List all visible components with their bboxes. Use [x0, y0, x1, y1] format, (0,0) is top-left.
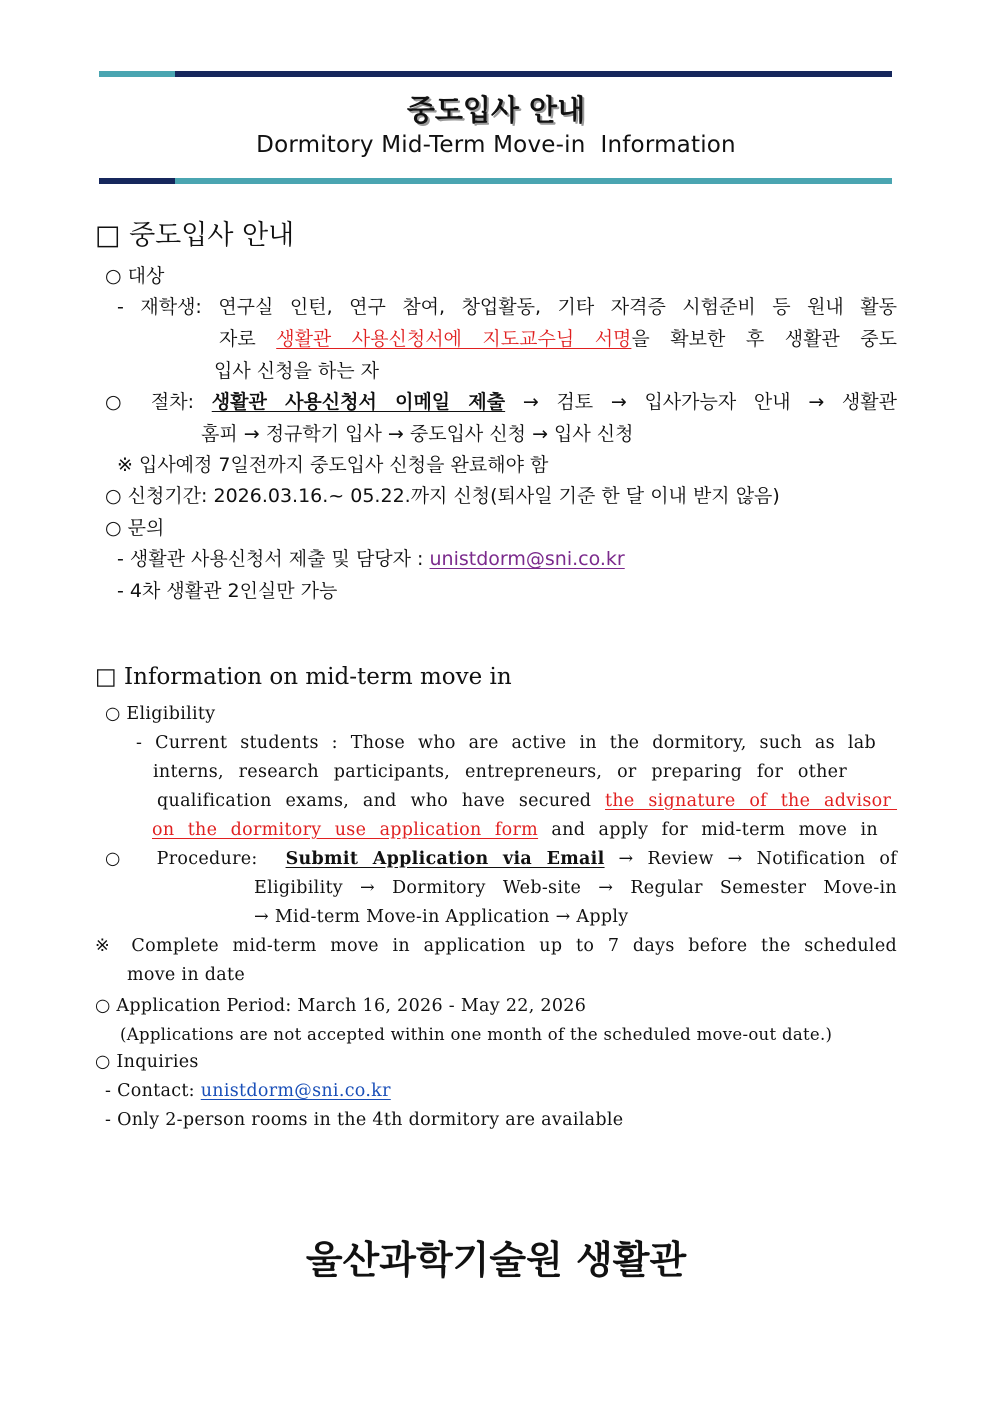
- ko-rooms-note: - 4차 생활관 2인실만 가능: [117, 580, 338, 602]
- en-procedure-line-1-post: → Review → Notification of: [604, 849, 898, 869]
- ko-target-line-2-pre: 자로: [219, 328, 277, 350]
- ko-target-line-2: [219, 330, 897, 349]
- ko-contact-line: [117, 550, 625, 569]
- en-procedure-email-step: Submit Application via Email: [285, 849, 605, 869]
- page-title-korean: 중도입사 안내: [406, 93, 586, 127]
- ko-note: ※ 입사예정 7일전까지 중도입사 신청을 완료해야 함: [117, 454, 549, 476]
- ko-target-line-1: - 재학생: 연구실 인턴, 연구 참여, 창업활동, 기타 자격증 시험준비 등 원내 활동: [117, 296, 897, 318]
- ko-procedure-line-1-post: → 검토 → 입사가능자 안내 → 생활관: [505, 391, 897, 413]
- ko-application-period: ○ 신청기간: 2026.03.16.~ 05.22.까지 신청(퇴사일 기준 한 달 이내 받지 않음): [105, 485, 780, 507]
- en-procedure-line-2: Eligibility → Dormitory Web-site → Regular Semester Move-in: [254, 878, 897, 898]
- en-application-period-note: (Applications are not accepted within one month of the scheduled move-out date.): [120, 1025, 833, 1044]
- page-title-english: Dormitory Mid-Term Move-in Information: [256, 132, 736, 158]
- en-eligibility-line-1: - Current students : Those who are active in the dormitory, such as lab: [136, 733, 876, 753]
- en-application-period: ○ Application Period: March 16, 2026 - May 22, 2026: [95, 996, 587, 1016]
- en-note-line-2: move in date: [127, 965, 245, 985]
- ko-section-heading: □ 중도입사 안내: [95, 220, 295, 251]
- ko-procedure-label: ○ 절차:: [105, 391, 212, 413]
- en-eligibility-line-3-pre: qualification exams, and who have secured: [157, 791, 606, 811]
- header-top-rule: [99, 71, 892, 77]
- en-rooms-note: - Only 2-person rooms in the 4th dormitory are available: [105, 1110, 624, 1130]
- en-contact-label: - Contact:: [105, 1081, 201, 1101]
- en-eligibility-line-2: interns, research participants, entrepreneurs, or preparing for other: [153, 762, 847, 782]
- en-note-line-1: ※ Complete mid-term move in application up to 7 days before the scheduled: [95, 936, 897, 956]
- en-advisor-signature-highlight: the signature of the advisor: [605, 791, 898, 811]
- en-procedure-line-1: [105, 851, 897, 869]
- ko-target-label: ○ 대상: [105, 265, 165, 287]
- en-eligibility-line-4-post: and apply for mid-term move in: [538, 820, 879, 840]
- ko-target-line-3: 입사 신청을 하는 자: [214, 360, 379, 382]
- ko-procedure-line-2: 홈피 → 정규학기 입사 → 중도입사 신청 → 입사 신청: [201, 423, 634, 445]
- en-section-heading: □ Information on mid-term move in: [95, 664, 512, 690]
- en-procedure-label: ○ Procedure:: [105, 849, 286, 869]
- ko-advisor-signature-highlight: 생활관 사용신청서에 지도교수님 서명: [276, 328, 632, 350]
- en-contact-line: [105, 1083, 391, 1101]
- en-contact-email-link[interactable]: unistdorm@sni.co.kr: [200, 1081, 391, 1101]
- ko-procedure-line-1: [105, 393, 897, 412]
- ko-procedure-email-step: 생활관 사용신청서 이메일 제출: [211, 391, 506, 413]
- ko-contact-label: - 생활관 사용신청서 제출 및 담당자 :: [117, 548, 430, 570]
- en-eligibility-label: ○ Eligibility: [105, 704, 216, 724]
- ko-inquiry-label: ○ 문의: [105, 517, 165, 539]
- en-procedure-line-3: → Mid-term Move-in Application → Apply: [254, 907, 629, 927]
- en-eligibility-line-4: [152, 822, 878, 840]
- ko-target-line-2-post: 을 확보한 후 생활관 중도: [631, 328, 897, 350]
- en-eligibility-line-3: [157, 793, 897, 811]
- en-application-form-highlight: on the dormitory use application form: [152, 820, 539, 840]
- organization-name: 울산과학기술원 생활관: [305, 1238, 687, 1282]
- ko-contact-email-link[interactable]: unistdorm@sni.co.kr: [429, 548, 625, 570]
- header-bottom-rule: [99, 178, 892, 184]
- en-inquiry-label: ○ Inquiries: [95, 1052, 199, 1072]
